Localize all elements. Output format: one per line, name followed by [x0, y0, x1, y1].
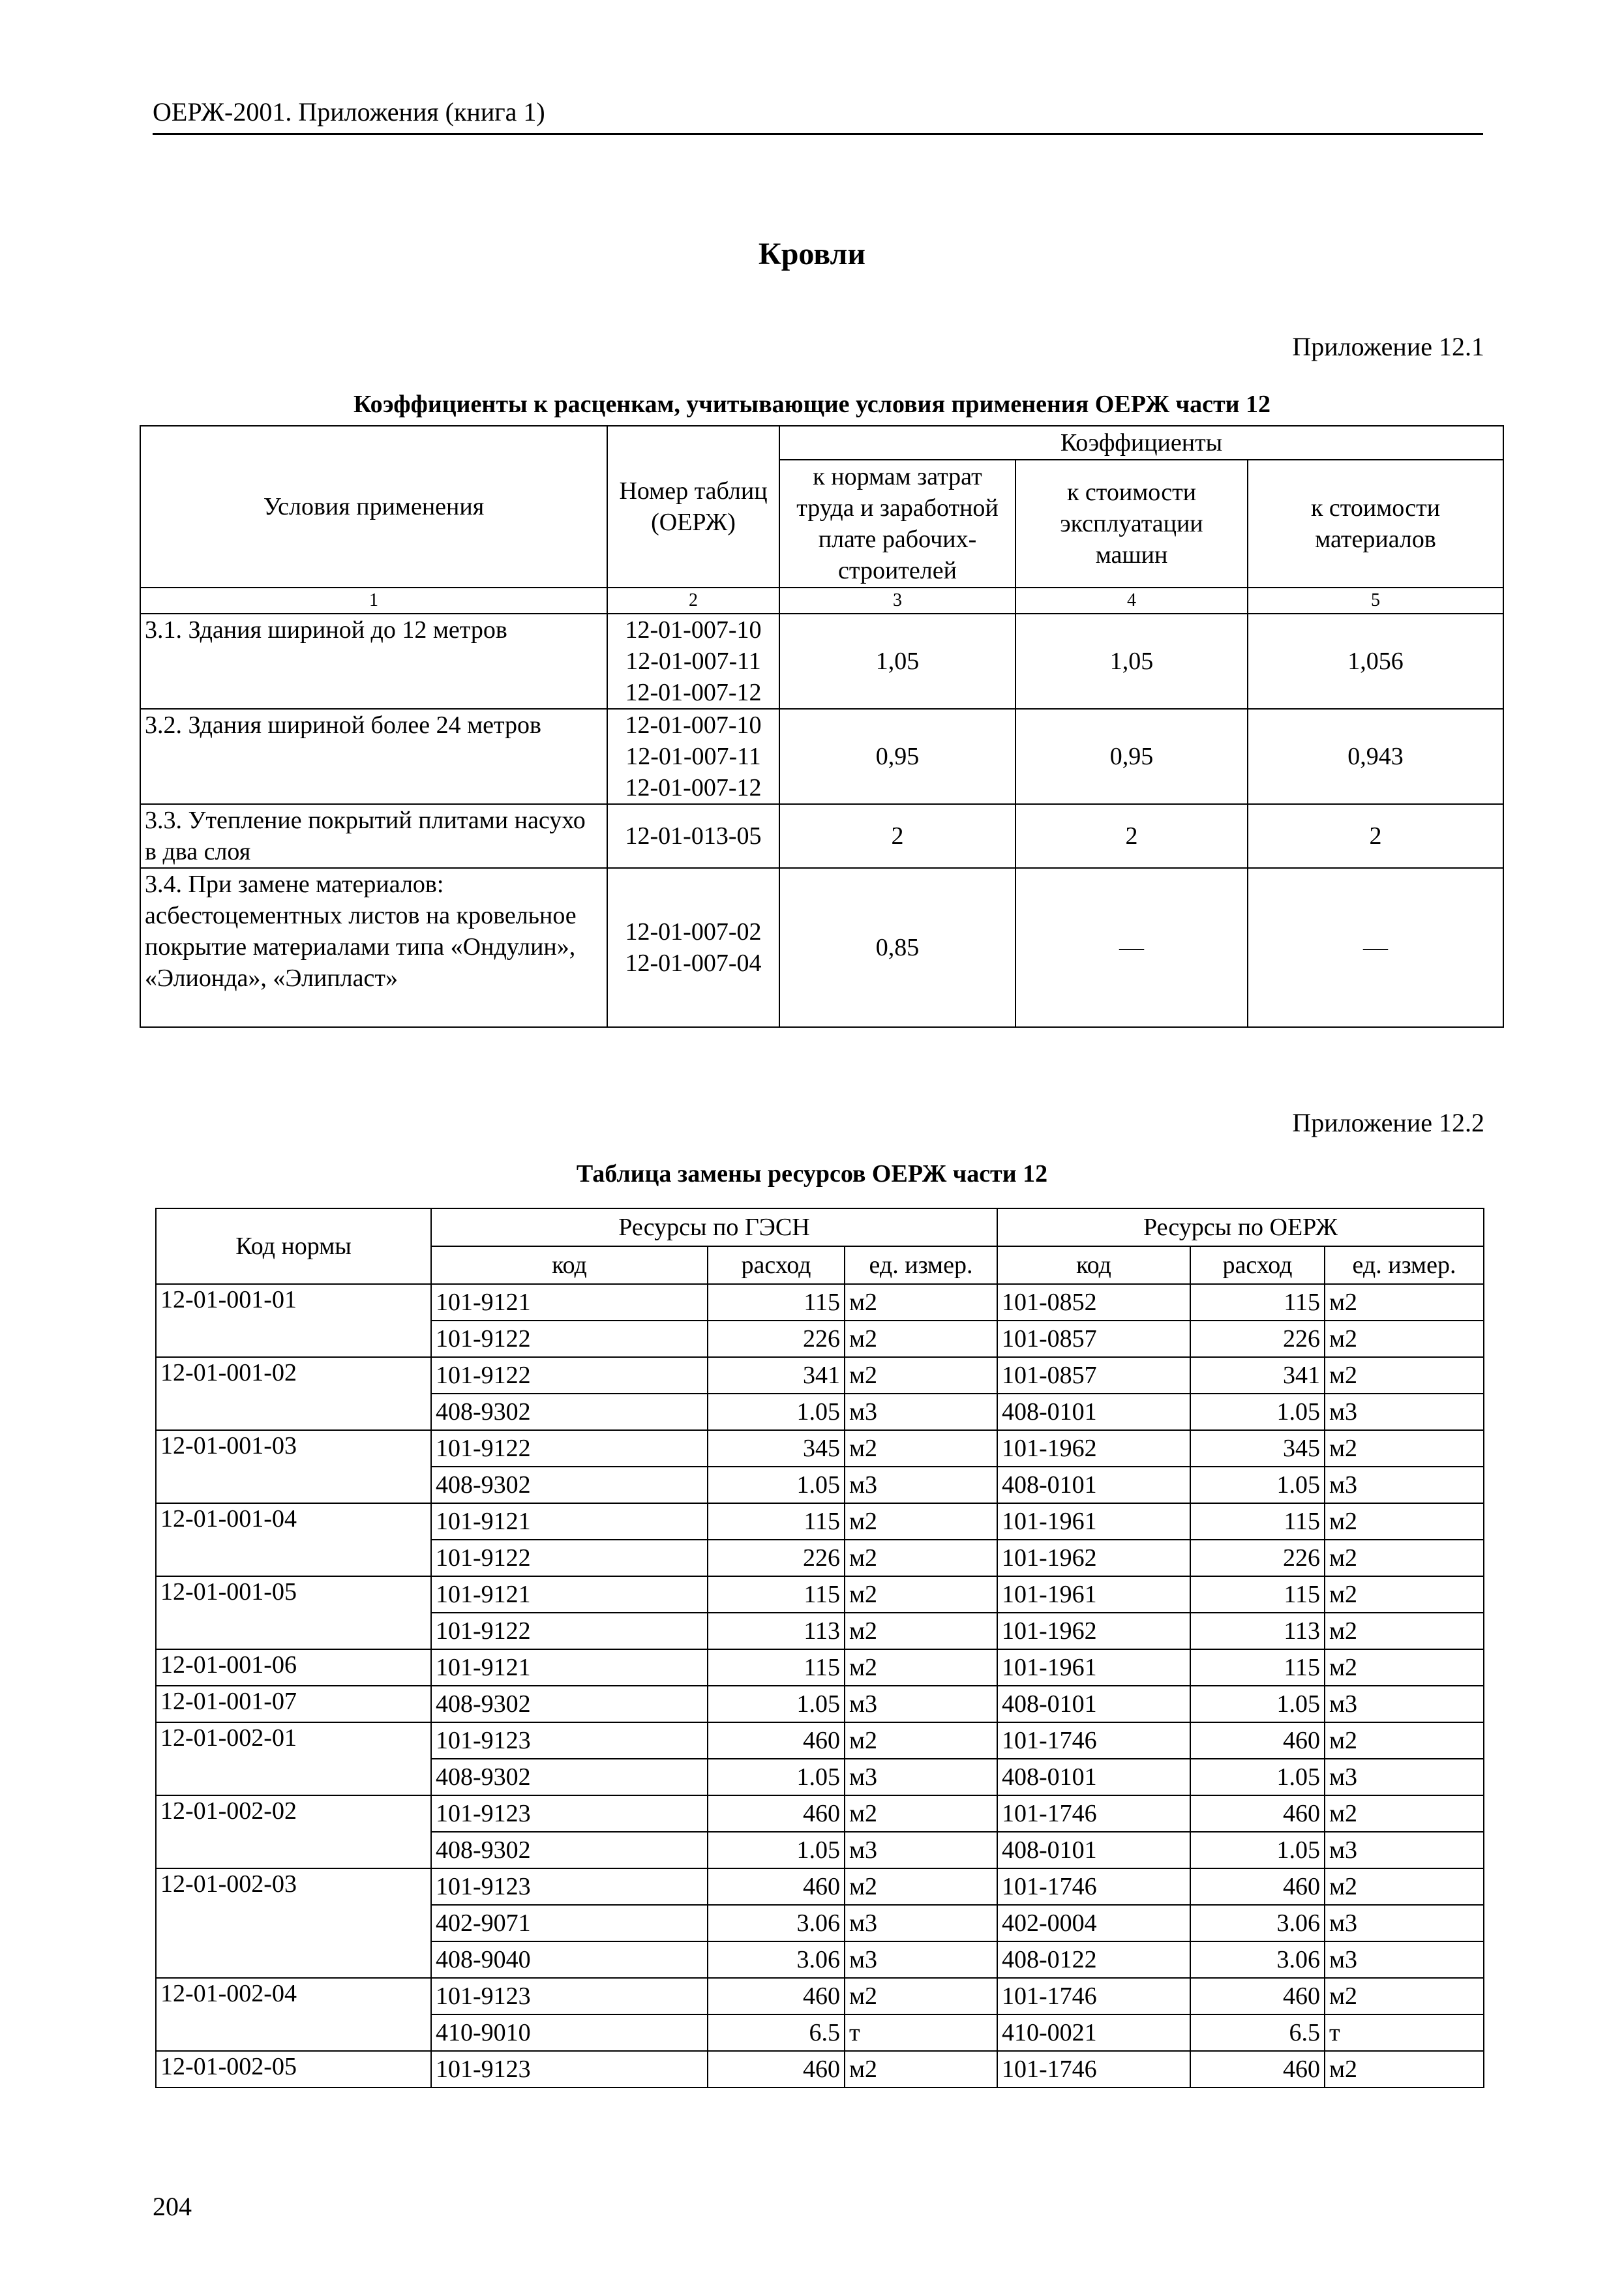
oerzh-code-cell: 101-1962 [997, 1613, 1190, 1649]
gesn-code-cell: 101-9123 [431, 1978, 708, 2014]
table-number-cell [607, 804, 779, 868]
header-materials: к стоимости материалов [1248, 460, 1503, 588]
norm-code-cell: 12-01-001-05 [156, 1576, 431, 1649]
gesn-code-cell: 101-9121 [431, 1576, 708, 1613]
resource-replacement-table [155, 1208, 1484, 2088]
gesn-consumption-cell: 3.06 [708, 1905, 845, 1941]
oerzh-code-cell: 101-1962 [997, 1430, 1190, 1467]
table-code: 12-01-007-04 [625, 950, 762, 977]
oerzh-consumption-cell: 113 [1190, 1613, 1325, 1649]
gesn-unit-cell: м2 [845, 1795, 997, 1832]
page-number: 204 [153, 2192, 192, 2221]
gesn-consumption-cell: 1.05 [708, 1759, 845, 1795]
oerzh-code-cell: 101-1961 [997, 1649, 1190, 1686]
gesn-code-cell: 408-9302 [431, 1832, 708, 1868]
table-row [140, 709, 1503, 804]
gesn-consumption-cell: 1.05 [708, 1467, 845, 1503]
oerzh-code-cell: 408-0101 [997, 1759, 1190, 1795]
oerzh-consumption-cell: 345 [1190, 1430, 1325, 1467]
table-row [156, 1503, 1484, 1540]
gesn-code-cell: 101-9123 [431, 2051, 708, 2087]
gesn-consumption-cell: 115 [708, 1503, 845, 1540]
gesn-unit-cell: м2 [845, 1540, 997, 1576]
header-table-number: Номер таблиц (ОЕРЖ) [607, 426, 779, 588]
gesn-unit-cell: м2 [845, 1576, 997, 1613]
oerzh-unit-cell: м3 [1325, 1832, 1484, 1868]
oerzh-consumption-cell: 115 [1190, 1284, 1325, 1321]
gesn-consumption-cell: 1.05 [708, 1686, 845, 1722]
gesn-unit-cell: м3 [845, 1467, 997, 1503]
gesn-consumption-cell: 226 [708, 1540, 845, 1576]
gesn-code-cell: 101-9121 [431, 1649, 708, 1686]
oerzh-code-cell: 101-0857 [997, 1357, 1190, 1394]
oerzh-code-cell: 408-0101 [997, 1394, 1190, 1430]
oerzh-code-cell: 410-0021 [997, 2014, 1190, 2051]
oerzh-consumption-cell: 115 [1190, 1649, 1325, 1686]
gesn-code-cell: 101-9123 [431, 1722, 708, 1759]
gesn-unit-cell: м2 [845, 1430, 997, 1467]
table-row [156, 1430, 1484, 1467]
oerzh-unit-cell: м2 [1325, 1357, 1484, 1394]
gesn-consumption-cell: 460 [708, 1868, 845, 1905]
labor-coefficient: 2 [779, 804, 1015, 868]
header-labor: к нормам затрат труда и заработной плате рабочих-строителей [779, 460, 1015, 588]
materials-coefficient: 2 [1248, 804, 1503, 868]
coefficients-table [140, 425, 1504, 1028]
machines-coefficient: 0,95 [1015, 709, 1248, 804]
norm-code-cell: 12-01-001-07 [156, 1686, 431, 1722]
gesn-code-cell: 101-9122 [431, 1357, 708, 1394]
column-number: 5 [1248, 588, 1503, 614]
oerzh-code-cell: 101-0852 [997, 1284, 1190, 1321]
gesn-consumption-cell: 6.5 [708, 2014, 845, 2051]
header-gesn-unit: ед. измер. [845, 1246, 997, 1284]
oerzh-consumption-cell: 1.05 [1190, 1832, 1325, 1868]
table-row [140, 804, 1503, 868]
oerzh-unit-cell: м3 [1325, 1759, 1484, 1795]
norm-code-cell: 12-01-001-02 [156, 1357, 431, 1430]
materials-coefficient: 1,056 [1248, 614, 1503, 709]
gesn-unit-cell: м2 [845, 1978, 997, 2014]
oerzh-consumption-cell: 341 [1190, 1357, 1325, 1394]
gesn-code-cell: 408-9302 [431, 1759, 708, 1795]
gesn-code-cell: 408-9302 [431, 1467, 708, 1503]
gesn-unit-cell: м2 [845, 2051, 997, 2087]
table-code: 12-01-007-02 [625, 918, 762, 946]
oerzh-code-cell: 408-0101 [997, 1686, 1190, 1722]
gesn-unit-cell: м3 [845, 1759, 997, 1795]
gesn-code-cell: 410-9010 [431, 2014, 708, 2051]
oerzh-unit-cell: м2 [1325, 1284, 1484, 1321]
gesn-consumption-cell: 460 [708, 1978, 845, 2014]
oerzh-consumption-cell: 115 [1190, 1503, 1325, 1540]
header-gesn-code: код [431, 1246, 708, 1284]
oerzh-unit-cell: м2 [1325, 1613, 1484, 1649]
gesn-unit-cell: м2 [845, 1357, 997, 1394]
oerzh-code-cell: 402-0004 [997, 1905, 1190, 1941]
oerzh-consumption-cell: 460 [1190, 2051, 1325, 2087]
oerzh-consumption-cell: 226 [1190, 1540, 1325, 1576]
machines-coefficient: 1,05 [1015, 614, 1248, 709]
gesn-consumption-cell: 226 [708, 1321, 845, 1357]
table-code: 12-01-007-11 [625, 743, 761, 770]
condition-cell: 3.3. Утепление покрытий плитами насухо в два слоя [140, 804, 607, 868]
table-row [156, 1284, 1484, 1321]
labor-coefficient: 0,85 [779, 868, 1015, 1027]
column-number: 2 [607, 588, 779, 614]
oerzh-consumption-cell: 226 [1190, 1321, 1325, 1357]
gesn-code-cell: 101-9123 [431, 1795, 708, 1832]
gesn-consumption-cell: 115 [708, 1284, 845, 1321]
oerzh-unit-cell: м3 [1325, 1394, 1484, 1430]
oerzh-consumption-cell: 1.05 [1190, 1686, 1325, 1722]
table-number-cell [607, 709, 779, 804]
header-machines: к стоимости эксплуатации машин [1015, 460, 1248, 588]
table-row [156, 1649, 1484, 1686]
table-code: 12-01-007-10 [625, 616, 762, 644]
oerzh-code-cell: 101-1962 [997, 1540, 1190, 1576]
gesn-unit-cell: м2 [845, 1868, 997, 1905]
header-conditions: Условия применения [140, 426, 607, 588]
gesn-code-cell: 402-9071 [431, 1905, 708, 1941]
oerzh-code-cell: 408-0122 [997, 1941, 1190, 1978]
oerzh-code-cell: 101-1746 [997, 1795, 1190, 1832]
table-number-cell [607, 614, 779, 709]
oerzh-unit-cell: м3 [1325, 1467, 1484, 1503]
oerzh-consumption-cell: 460 [1190, 1722, 1325, 1759]
gesn-code-cell: 101-9121 [431, 1284, 708, 1321]
table-code: 12-01-007-10 [625, 711, 762, 739]
gesn-unit-cell: м2 [845, 1284, 997, 1321]
appendix-label-12-2: Приложение 12.2 [1292, 1108, 1484, 1137]
running-header: ОЕРЖ-2001. Приложения (книга 1) [153, 97, 545, 127]
gesn-code-cell: 101-9123 [431, 1868, 708, 1905]
header-oerzh-resources: Ресурсы по ОЕРЖ [997, 1208, 1484, 1246]
oerzh-consumption-cell: 115 [1190, 1576, 1325, 1613]
gesn-code-cell: 408-9302 [431, 1686, 708, 1722]
gesn-consumption-cell: 460 [708, 2051, 845, 2087]
machines-coefficient: 2 [1015, 804, 1248, 868]
gesn-unit-cell: м2 [845, 1649, 997, 1686]
table-code: 12-01-013-05 [625, 822, 762, 850]
gesn-code-cell: 101-9122 [431, 1540, 708, 1576]
oerzh-consumption-cell: 3.06 [1190, 1905, 1325, 1941]
oerzh-unit-cell: м2 [1325, 1649, 1484, 1686]
oerzh-unit-cell: м2 [1325, 2051, 1484, 2087]
table2-caption: Таблица замены ресурсов ОЕРЖ части 12 [576, 1160, 1048, 1188]
gesn-code-cell: 408-9040 [431, 1941, 708, 1978]
gesn-unit-cell: м3 [845, 1905, 997, 1941]
gesn-unit-cell: м3 [845, 1941, 997, 1978]
table-number-cell [607, 868, 779, 1027]
header-oerzh-code: код [997, 1246, 1190, 1284]
norm-code-cell: 12-01-001-04 [156, 1503, 431, 1576]
oerzh-unit-cell: м2 [1325, 1722, 1484, 1759]
norm-code-cell: 12-01-002-01 [156, 1722, 431, 1795]
header-oerzh-consumption: расход [1190, 1246, 1325, 1284]
norm-code-cell: 12-01-002-04 [156, 1978, 431, 2051]
norm-code-cell: 12-01-001-03 [156, 1430, 431, 1503]
gesn-consumption-cell: 3.06 [708, 1941, 845, 1978]
gesn-code-cell: 101-9122 [431, 1430, 708, 1467]
oerzh-code-cell: 101-1746 [997, 1722, 1190, 1759]
gesn-code-cell: 101-9122 [431, 1613, 708, 1649]
oerzh-code-cell: 101-1961 [997, 1503, 1190, 1540]
gesn-code-cell: 101-9122 [431, 1321, 708, 1357]
oerzh-unit-cell: м3 [1325, 1941, 1484, 1978]
gesn-code-cell: 408-9302 [431, 1394, 708, 1430]
oerzh-code-cell: 408-0101 [997, 1832, 1190, 1868]
oerzh-consumption-cell: 6.5 [1190, 2014, 1325, 2051]
table-row [156, 1722, 1484, 1759]
oerzh-unit-cell: м2 [1325, 1430, 1484, 1467]
table-code: 12-01-007-12 [625, 774, 762, 801]
norm-code-cell: 12-01-002-02 [156, 1795, 431, 1868]
header-rule [153, 133, 1483, 135]
oerzh-unit-cell: м2 [1325, 1503, 1484, 1540]
gesn-unit-cell: м2 [845, 1503, 997, 1540]
header-coefficients: Коэффициенты [779, 426, 1503, 460]
header-gesn-consumption: расход [708, 1246, 845, 1284]
column-number: 3 [779, 588, 1015, 614]
table1-caption: Коэффициенты к расценкам, учитывающие условия применения ОЕРЖ части 12 [353, 391, 1271, 418]
oerzh-unit-cell: м2 [1325, 1868, 1484, 1905]
oerzh-unit-cell: т [1325, 2014, 1484, 2051]
header-oerzh-unit: ед. измер. [1325, 1246, 1484, 1284]
table-row [156, 2051, 1484, 2087]
oerzh-unit-cell: м2 [1325, 1540, 1484, 1576]
gesn-consumption-cell: 113 [708, 1613, 845, 1649]
oerzh-consumption-cell: 460 [1190, 1978, 1325, 2014]
labor-coefficient: 0,95 [779, 709, 1015, 804]
norm-code-cell: 12-01-001-01 [156, 1284, 431, 1357]
gesn-code-cell: 101-9121 [431, 1503, 708, 1540]
gesn-unit-cell: м3 [845, 1832, 997, 1868]
labor-coefficient: 1,05 [779, 614, 1015, 709]
gesn-consumption-cell: 1.05 [708, 1832, 845, 1868]
gesn-unit-cell: м2 [845, 1613, 997, 1649]
table-row [156, 1978, 1484, 2014]
column-number: 1 [140, 588, 607, 614]
table-row [140, 868, 1503, 1027]
oerzh-code-cell: 101-0857 [997, 1321, 1190, 1357]
oerzh-unit-cell: м2 [1325, 1576, 1484, 1613]
appendix-label-12-1: Приложение 12.1 [1292, 332, 1484, 361]
materials-coefficient: — [1248, 868, 1503, 1027]
oerzh-consumption-cell: 3.06 [1190, 1941, 1325, 1978]
oerzh-code-cell: 101-1961 [997, 1576, 1190, 1613]
gesn-consumption-cell: 115 [708, 1576, 845, 1613]
norm-code-cell: 12-01-002-05 [156, 2051, 431, 2087]
gesn-unit-cell: т [845, 2014, 997, 2051]
norm-code-cell: 12-01-001-06 [156, 1649, 431, 1686]
oerzh-unit-cell: м3 [1325, 1686, 1484, 1722]
page-title: Кровли [758, 237, 866, 271]
gesn-unit-cell: м3 [845, 1686, 997, 1722]
norm-code-cell: 12-01-002-03 [156, 1868, 431, 1978]
gesn-consumption-cell: 341 [708, 1357, 845, 1394]
table-row [156, 1795, 1484, 1832]
table-code: 12-01-007-12 [625, 679, 762, 706]
table-row [156, 1686, 1484, 1722]
oerzh-code-cell: 101-1746 [997, 2051, 1190, 2087]
oerzh-unit-cell: м2 [1325, 1978, 1484, 2014]
oerzh-consumption-cell: 460 [1190, 1868, 1325, 1905]
gesn-unit-cell: м2 [845, 1722, 997, 1759]
gesn-consumption-cell: 115 [708, 1649, 845, 1686]
gesn-consumption-cell: 460 [708, 1722, 845, 1759]
header-gesn-resources: Ресурсы по ГЭСН [431, 1208, 997, 1246]
oerzh-code-cell: 408-0101 [997, 1467, 1190, 1503]
gesn-consumption-cell: 1.05 [708, 1394, 845, 1430]
condition-cell: 3.4. При замене материалов: асбестоцементных листов на кровельное покрытие материалами типа «Ондулин», «Элионда», «Элипласт» [140, 868, 607, 1027]
table-row [156, 1868, 1484, 1905]
header-norm-code: Код нормы [156, 1208, 431, 1284]
gesn-unit-cell: м2 [845, 1321, 997, 1357]
table-code: 12-01-007-11 [625, 648, 761, 675]
gesn-consumption-cell: 345 [708, 1430, 845, 1467]
gesn-consumption-cell: 460 [708, 1795, 845, 1832]
condition-cell: 3.1. Здания шириной до 12 метров [140, 614, 607, 709]
oerzh-consumption-cell: 1.05 [1190, 1467, 1325, 1503]
oerzh-unit-cell: м2 [1325, 1321, 1484, 1357]
oerzh-consumption-cell: 1.05 [1190, 1759, 1325, 1795]
condition-cell: 3.2. Здания шириной более 24 метров [140, 709, 607, 804]
materials-coefficient: 0,943 [1248, 709, 1503, 804]
oerzh-code-cell: 101-1746 [997, 1868, 1190, 1905]
table-row [156, 1576, 1484, 1613]
machines-coefficient: — [1015, 868, 1248, 1027]
gesn-unit-cell: м3 [845, 1394, 997, 1430]
column-number: 4 [1015, 588, 1248, 614]
oerzh-consumption-cell: 1.05 [1190, 1394, 1325, 1430]
oerzh-unit-cell: м2 [1325, 1795, 1484, 1832]
table-row [156, 1357, 1484, 1394]
oerzh-code-cell: 101-1746 [997, 1978, 1190, 2014]
oerzh-consumption-cell: 460 [1190, 1795, 1325, 1832]
table-row [140, 614, 1503, 709]
oerzh-unit-cell: м3 [1325, 1905, 1484, 1941]
